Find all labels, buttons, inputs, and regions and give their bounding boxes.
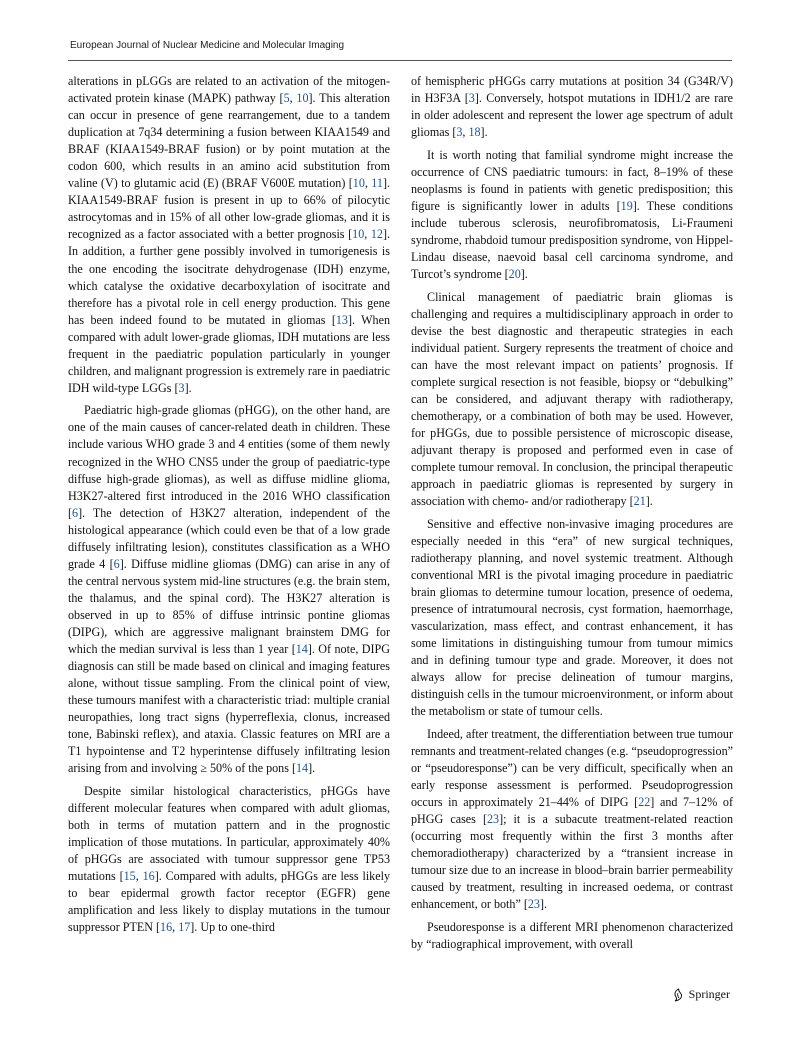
citation-link[interactable]: 16 <box>142 869 155 884</box>
citation-link[interactable]: 10 <box>352 227 365 242</box>
publisher-footer <box>672 987 730 1002</box>
citation-link[interactable]: 20 <box>508 267 521 282</box>
citation-link[interactable]: 19 <box>620 198 633 213</box>
citation-link[interactable]: 11 <box>371 176 383 191</box>
citation-link[interactable]: 6 <box>113 556 120 571</box>
citation-link[interactable]: 15 <box>123 869 136 884</box>
citation-link[interactable]: 5 <box>283 91 290 106</box>
left-paragraph-3: Despite similar histological characteristics, pHGGs have different molecular features when compared with adult gliomas, both in terms of mutation pattern and in the prognostic implication of those mutations. In particular, approximately 40% of pHGGs are associated with tumour suppressor gene TP53 mutations [15, 16]. Compared with adults, pHGGs are less likely to bear epidermal growth factor receptor (EGFR) gene amplification and less likely to display mutations in the tumour suppressor PTEN [16, 17]. Up to one-third <box>68 783 390 935</box>
right-paragraph-4: Sensitive and effective non-invasive imaging procedures are especially needed in this “era” of new surgical techniques, radiotherapy planning, and novel systemic treatment. Although conventional MRI is the pivotal imaging procedure in paediatric brain gliomas to determine tumour location, presence of oedema, presence of intratumoural necrosis, cyst formation, haemorrhage, vascularization, mass effect, and contrast enhancement, it has some limitations in distinguishing tumour from tumour mimics and in defining tumour type and grade. Moreover, it does not always allow for precise delineation of tumour margins, distinguish cells in the tumour microenvironment, or inform about the metabolism or state of tumour cells. <box>411 516 733 719</box>
citation-link[interactable]: 3 <box>468 91 475 106</box>
springer-logo-icon <box>672 988 685 1002</box>
citation-link[interactable]: 13 <box>335 312 348 327</box>
right-paragraph-2: It is worth noting that familial syndrome might increase the occurrence of CNS paediatric tumours: in fact, 8–19% of these neoplasms is found in patients with genetic predisposition; this figure is significantly lower in adults [19]. These conditions include tuberous sclerosis, neurofibromatosis, Li-Fraumeni syndrome, rhabdoid tumour predisposition syndrome, von Hippel-Lindau disease, naevoid basal cell carcinoma syndrome, and Turcot’s syndrome [20]. <box>411 147 733 282</box>
citation-link[interactable]: 22 <box>638 794 651 809</box>
right-paragraph-5: Indeed, after treatment, the differentiation between true tumour remnants and treatment-related changes (e.g. “pseudoprogression” or “pseudoresponse”) can be very difficult, specifically when an early response assessment is performed. Pseudoprogression occurs in approximately 21–44% of DIPG [22] and 7–12% of pHGG cases [23]; it is a subacute treatment-related reaction (occurring most frequently within the first 3 months after chemoradiotherapy) characterized by a “transient increase in tumour size due to an increase in blood–brain barrier permeability caused by treatment, resulting in increased oedema, or contrast enhancement, or both” [23]. <box>411 726 734 912</box>
right-paragraph-3: Clinical management of paediatric brain gliomas is challenging and requires a multidisciplinary approach in order to devise the best diagnostic and therapeutic strategies in each individual patient. Surgery represents the treatment of choice and can have the most relevant impact on patients’ prognosis. If complete surgical resection is not feasible, biopsy or “debulking” can be considered, and adjuvant therapy with radiotherapy, chemotherapy, or a combination of both may be used. However, for pHGGs, due to possible persistence of microscopic disease, adjuvant therapy is proposed and performed even in case of complete tumour removal. In conclusion, the principal therapeutic approach in paediatric gliomas is represented by surgery in association with chemo- and/or radiotherapy [21]. <box>411 289 733 509</box>
citation-link[interactable]: 12 <box>370 227 383 242</box>
citation-link[interactable]: 3 <box>178 380 185 395</box>
citation-link[interactable]: 3 <box>456 125 463 140</box>
citation-link[interactable]: 18 <box>468 125 481 140</box>
citation-link[interactable]: 14 <box>296 761 309 776</box>
citation-link[interactable]: 14 <box>295 642 308 657</box>
left-column <box>68 73 390 942</box>
citation-link[interactable]: 17 <box>178 920 191 935</box>
citation-link[interactable]: 16 <box>160 920 173 935</box>
citation-link[interactable]: 6 <box>72 505 79 520</box>
right-column <box>411 73 733 958</box>
left-paragraph-1: alterations in pLGGs are related to an activation of the mitogen-activated protein kinase (MAPK) pathway [5, 10]. This alteration can occur in presence of gene rearrangement, due to a tandem duplication at 7q34 determining a fusion between KIAA1549 and BRAF (KIAA1549-BRAF fusion) or by point mutation at the codon 600, which results in an amino acid substitution from valine (V) to glutamic acid (E) (BRAF V600E mutation) [10, 11]. KIAA1549-BRAF fusion is present in up to 66% of pilocytic astrocytomas and in 15% of all other low-grade gliomas, and it is recognized as a factor associated with a better prognosis [10, 12]. In addition, a further gene possibly involved in tumorigenesis is the one encoding the isocitrate dehydrogenase (IDH) enzyme, which catalyse the oxidative decarboxylation of isocitrate and therefore has a pivotal role in cell energy production. This gene has been indeed found to be mutated in gliomas [13]. When compared with adult lower-grade gliomas, IDH mutations are less frequent in the paediatric population particularly in younger children, and malignant progression is extremely rare in paediatric IDH wild-type LGGs [3]. <box>68 74 391 395</box>
right-paragraph-6: Pseudoresponse is a different MRI phenomenon characterized by “radiographical improvement, with overall <box>411 919 733 951</box>
citation-link[interactable]: 23 <box>486 811 500 826</box>
citation-link[interactable]: 21 <box>633 494 646 509</box>
citation-link[interactable]: 10 <box>296 91 309 106</box>
citation-link[interactable]: 23 <box>527 897 540 912</box>
header-divider <box>68 60 732 61</box>
right-paragraph-1: of hemispheric pHGGs carry mutations at position 34 (G34R/V) in H3F3A [3]. Conversely, hotspot mutations in IDH1/2 are rare in older adolescent and represent the lower age spectrum of adult gliomas [3, 18]. <box>411 74 733 140</box>
publisher-name: Springer <box>688 987 730 1001</box>
left-paragraph-2: Paediatric high-grade gliomas (pHGG), on the other hand, are one of the main causes of cancer-related death in children. These include various WHO grade 3 and 4 entities (some of them newly recognized in the WHO CNS5 under the group of paediatric-type diffuse high-grade gliomas), as well as diffuse midline glioma, H3K27-altered first introduced in the 2016 WHO classification [6]. The detection of H3K27 alteration, independent of the histological appearance (which could even be that of a low grade diffusely infiltrating lesion), constitutes classification as a WHO grade 4 [6]. Diffuse midline gliomas (DMG) can arise in any of the central nervous system mid-line structures (e.g. the brain stem, the thalamus, and the spinal cord). The H3K27 alteration is observed in up to 85% of diffuse intrinsic pontine gliomas (DIPG), which are aggressive malignant brainstem DMG for which the median survival is less than 1 year [14]. Of note, DIPG diagnosis can still be made based on clinical and imaging features alone, without tissue sampling. From the clinical point of view, these tumours manifest with a characteristic triad: multiple cranial neuropathies, long tract signs (hyperreflexia, clonus, increased tone, Babinski reflex), and ataxia. Classic features on MRI are a T1 hypointense and T2 hyperintense diffusely infiltrating lesion arising from and involving ≥ 50% of the pons [14]. <box>68 403 391 776</box>
journal-header: European Journal of Nuclear Medicine and Molecular Imaging <box>70 40 345 51</box>
citation-link[interactable]: 10 <box>352 176 365 191</box>
